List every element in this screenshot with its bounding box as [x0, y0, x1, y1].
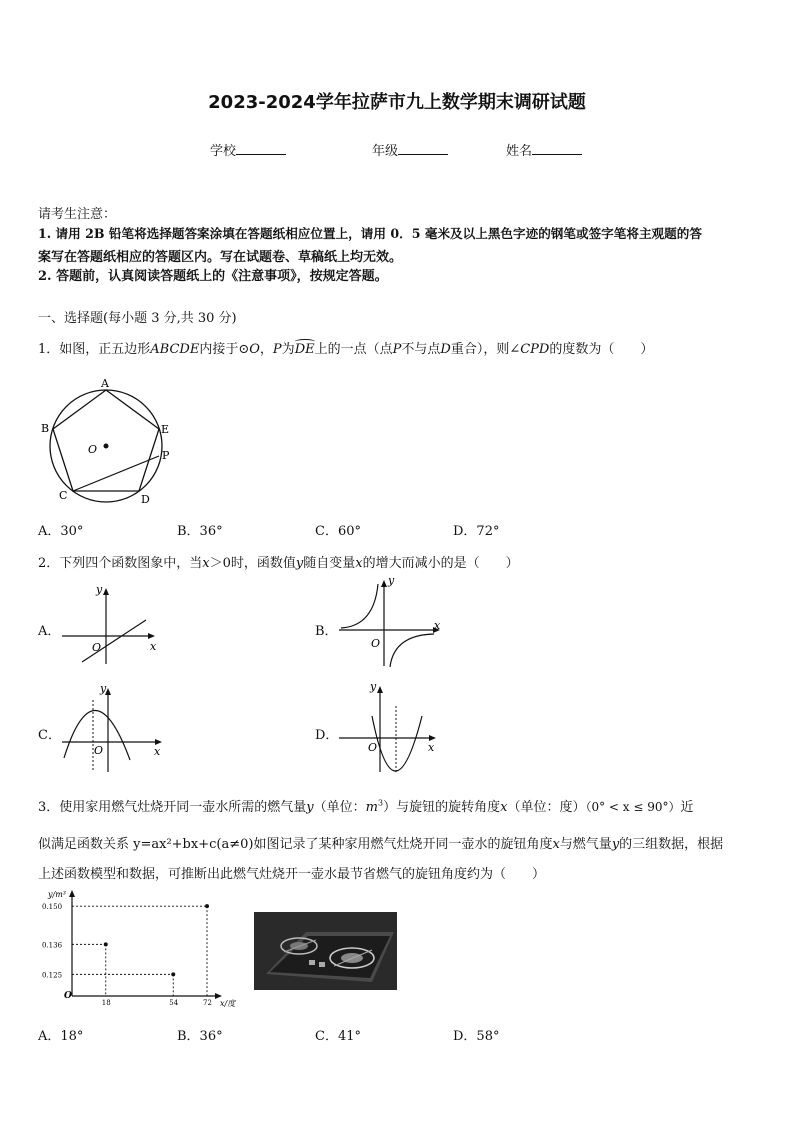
school-label: 学校 [210, 144, 237, 159]
q1-option-c[interactable]: C．60° [315, 524, 361, 539]
center-dot [104, 444, 109, 449]
svg-text:y: y [100, 682, 107, 695]
svg-text:y: y [96, 583, 103, 596]
svg-text:x: x [434, 619, 441, 632]
school-field [210, 140, 286, 159]
q3-option-d[interactable]: D．58° [453, 1029, 500, 1044]
q2-option-c[interactable]: C． [38, 728, 61, 743]
q2-option-d[interactable]: D． [315, 728, 339, 743]
svg-text:y: y [388, 574, 395, 587]
svg-text:O: O [94, 744, 104, 757]
label-p: P [162, 449, 170, 462]
y-tick-label-0: 0.150 [42, 903, 63, 912]
notice-line-1a: 1. 请用 2B 铅笔将选择题答案涂填在答题纸相应位置上，请用 0．5 毫米及以上黑色字迹的钢笔或签字笔将主观题的答 [38, 226, 702, 241]
q1-option-d[interactable]: D．72° [453, 524, 500, 539]
label-d: D [141, 493, 150, 506]
grade-field [372, 140, 448, 159]
page-title: 2023-2024学年拉萨市九上数学期末调研试题 [208, 92, 586, 113]
pentagon-figure [36, 376, 176, 511]
notice-line-1b: 案写在答题纸相应的答题区内。写在试题卷、草稿纸上均无效。 [38, 250, 403, 265]
data-point-0 [104, 942, 108, 946]
chart-y-label: y/m³ [48, 890, 67, 899]
q1-option-a[interactable]: A．30° [38, 524, 84, 539]
question-1-text: 1．如图，正五边形ABCDE内接于⊙O，P为DE上的一点（点P不与点D重合），则∠CPD的度数为（ ） [38, 342, 654, 357]
stove-photo [254, 912, 397, 990]
x-tick-label-2: 72 [203, 999, 212, 1007]
graph-d [336, 676, 446, 776]
name-field [506, 140, 582, 159]
svg-text:O: O [368, 741, 378, 754]
data-point-1 [171, 972, 175, 976]
notice-heading: 请考生注意： [38, 207, 117, 222]
y-tick-label-1: 0.136 [42, 941, 63, 950]
label-e: E [161, 423, 170, 436]
chart-origin: O [64, 991, 72, 1001]
question-2-text: 2．下列四个函数图象中，当x＞0时，函数值y随自变量x的增大而减小的是（ ） [38, 556, 519, 571]
svg-text:x: x [428, 741, 435, 754]
svg-text:x: x [154, 745, 161, 758]
graph-c [60, 680, 170, 775]
pentagon-abcde [53, 390, 159, 491]
grade-label: 年级 [372, 144, 399, 159]
gas-chart [40, 886, 250, 1008]
q1-option-b[interactable]: B．36° [177, 524, 223, 539]
x-tick-label-1: 54 [169, 999, 179, 1007]
q3-option-a[interactable]: A．18° [38, 1029, 84, 1044]
chart-x-label: x/度 [220, 999, 236, 1008]
x-tick-label-0: 18 [101, 999, 111, 1007]
q3-option-c[interactable]: C．41° [315, 1029, 361, 1044]
question-3-line-1: 3．使用家用燃气灶烧开同一壶水所需的燃气量y（单位：$m^3$）与旋钮的旋转角度x（单位：度）（0° < x ≤ 90°）近 [38, 798, 694, 815]
name-blank [532, 142, 582, 155]
label-o: O [88, 443, 98, 456]
hyperbola-left [341, 584, 378, 628]
svg-text:O: O [92, 641, 102, 654]
data-point-2 [205, 904, 209, 908]
q3-option-b[interactable]: B．36° [177, 1029, 223, 1044]
question-3-line-3: 上述函数模型和数据，可推断出此燃气灶烧开一壶水最节省燃气的旋钮角度约为（ ） [38, 867, 546, 882]
q2-option-a[interactable]: A． [38, 624, 61, 639]
graph-a [60, 578, 165, 668]
section-1-heading: 一、选择题(每小题 3 分,共 30 分) [38, 311, 237, 326]
question-3-line-2: 似满足函数关系 y=ax²+bx+c(a≠0)如图记录了某种家用燃气灶烧开同一壶水的旋钮角度x与燃气量y的三组数据，根据 [38, 837, 724, 852]
arc-de-label: DE [294, 342, 315, 357]
notice-line-2: 2. 答题前，认真阅读答题纸上的《注意事项》，按规定答题。 [38, 269, 388, 284]
name-label: 姓名 [506, 144, 533, 159]
svg-text:y: y [370, 680, 377, 693]
q2-option-b[interactable]: B． [315, 624, 338, 639]
label-c: C [59, 489, 68, 502]
y-tick-label-2: 0.125 [42, 971, 63, 980]
label-a: A [101, 377, 109, 390]
hyperbola-right [390, 634, 434, 667]
svg-text:O: O [371, 637, 381, 650]
label-b: B [41, 422, 50, 435]
svg-text:x: x [150, 640, 157, 653]
graph-b [336, 572, 446, 670]
grade-blank [398, 142, 448, 155]
school-blank [236, 142, 286, 155]
